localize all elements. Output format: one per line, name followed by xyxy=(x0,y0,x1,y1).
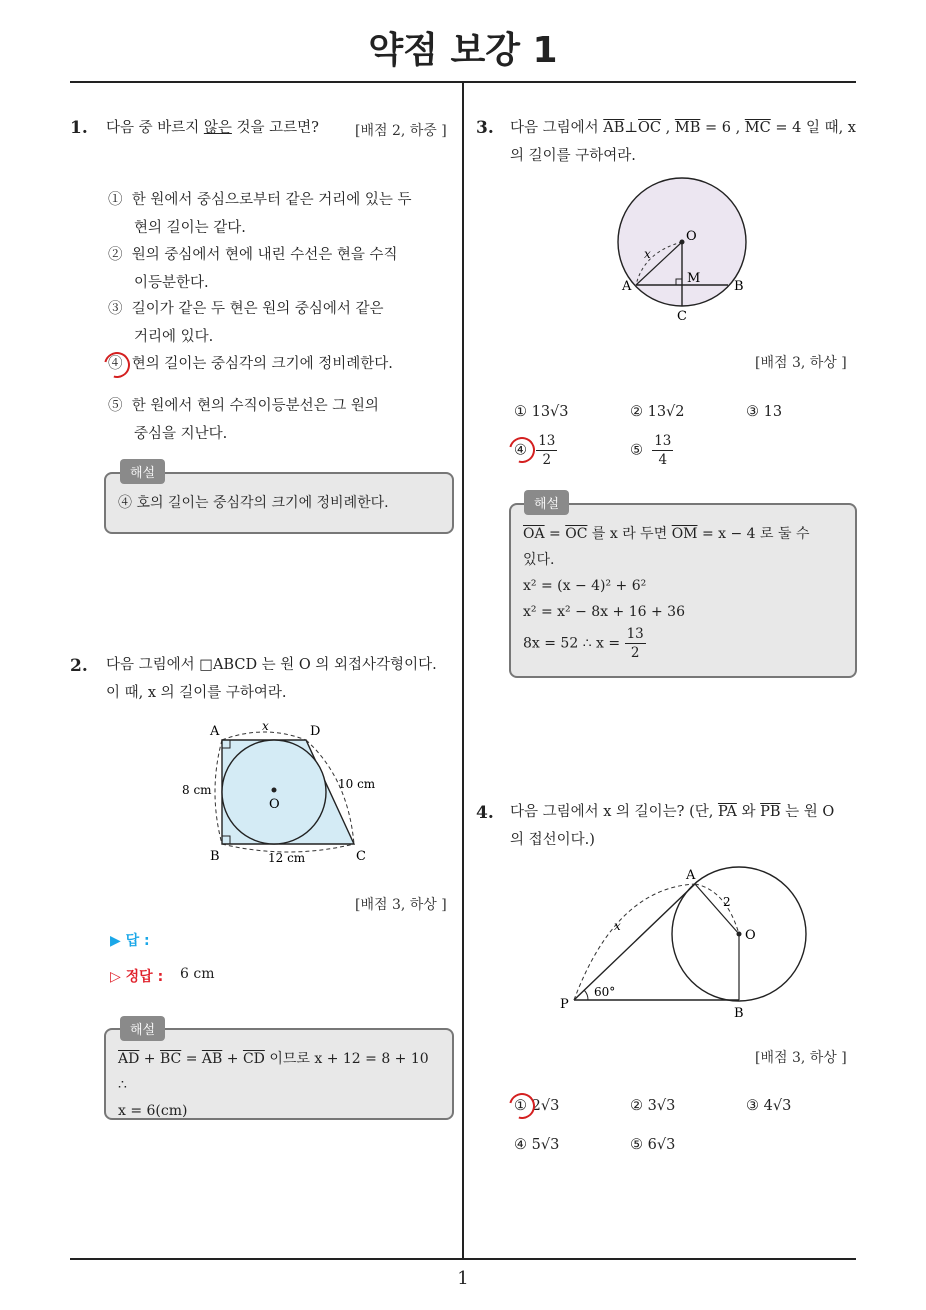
q4-figure xyxy=(556,862,826,1022)
q3-stem: 다음 그림에서 $\overline{AB}\perp\overline{OC}$ , $\overline{MB} = 6$ , $\overline{MC} = 4$ 일 때, x 의 길이를 구하여라. xyxy=(510,120,856,164)
q4-label-P: P xyxy=(560,997,569,1012)
q2-answer-input[interactable] xyxy=(178,928,438,950)
q2-answer-label: ▶ 답 : xyxy=(110,933,150,949)
q3-option-5[interactable]: ⑤ $\frac{13}{4}$ xyxy=(630,433,672,468)
q4-option-5[interactable]: ⑤ 6√3 xyxy=(630,1137,676,1153)
q2-label-bottom: 12 cm xyxy=(268,851,306,865)
q2-label-right: 10 cm xyxy=(338,777,376,791)
q1-option-1[interactable]: ① 한 원에서 중심으로부터 같은 거리에 있는 두 현의 길이는 같다. xyxy=(108,192,412,236)
q1-explanation-box: ④ 호의 길이는 중심각의 크기에 정비례한다. xyxy=(104,472,454,534)
q4-number: 4. xyxy=(476,803,494,823)
q1-meta: [배점 2, 하중 ] xyxy=(355,123,447,139)
q4-label-O: O xyxy=(745,928,756,943)
q4-label-B: B xyxy=(734,1006,744,1021)
q1-stem: 다음 중 바르지 않은 것을 고르면? xyxy=(106,120,319,136)
page-title: 약점 보강 1 xyxy=(368,30,558,71)
q2-label-B: B xyxy=(210,849,220,864)
q3-label-C: C xyxy=(677,309,687,324)
q3-label-x: x xyxy=(644,247,651,261)
q4-label-x: x xyxy=(614,919,621,933)
q2-label-C: C xyxy=(356,849,366,864)
q3-figure xyxy=(604,172,764,332)
q4-stem: 다음 그림에서 x 의 길이는? (단, $\overline{PA}$ 와 $\overline{PB}$ 는 원 O 의 접선이다.) xyxy=(510,804,835,848)
q4-label-A: A xyxy=(686,868,696,883)
q2-correct-label: ▷ 정답 : xyxy=(110,969,164,985)
q3-label-A: A xyxy=(622,279,632,294)
q1-number: 1. xyxy=(70,118,88,138)
q3-label-M: M xyxy=(687,271,701,286)
q2-correct-value: 6 cm xyxy=(180,966,215,982)
q4-label-2: 2 xyxy=(723,895,731,909)
q3-number: 3. xyxy=(476,118,494,138)
q3-explanation-box: $\overline{OA} = \overline{OC}$ 를 x 라 두면 $\overline{OM} = x - 4$ 로 둘 수 있다. x² = (x − 4)² + 6² x² = x² − 8x + 16 + 36 8x = 52 ∴ x = $\frac{13}{2}$ xyxy=(509,503,857,678)
q3-option-2[interactable]: ② 13√2 xyxy=(630,404,685,420)
q3-label-O: O xyxy=(686,229,697,244)
q1-option-5[interactable]: ⑤ 한 원에서 현의 수직이등분선은 그 원의 중심을 지난다. xyxy=(108,398,379,442)
q2-stem: 다음 그림에서 □ABCD 는 원 O 의 외접사각형이다. 이 때, x 의 길이를 구하여라. xyxy=(106,657,437,701)
q2-explanation-box: $\overline{AD} + \overline{BC} = \overline{AB} + \overline{CD}$ 이므로 x + 12 = 8 + 10 ∴ x = 6(cm) xyxy=(104,1028,454,1120)
q1-option-2[interactable]: ② 원의 중심에서 현에 내린 수선은 현을 수직 이등분한다. xyxy=(108,247,398,291)
q4-meta: [배점 3, 하상 ] xyxy=(755,1050,847,1066)
q4-option-4[interactable]: ④ 5√3 xyxy=(514,1137,560,1153)
q3-label-B: B xyxy=(734,279,744,294)
q4-option-2[interactable]: ② 3√3 xyxy=(630,1098,676,1114)
column-divider xyxy=(462,83,464,1259)
q4-option-1[interactable]: ① 2√3 xyxy=(514,1098,560,1114)
q2-label-D: D xyxy=(310,724,321,739)
q1-option-3[interactable]: ③ 길이가 같은 두 현은 원의 중심에서 같은 거리에 있다. xyxy=(108,301,384,345)
q2-figure xyxy=(178,718,398,868)
q4-option-3[interactable]: ③ 4√3 xyxy=(746,1098,792,1114)
q4-label-angle: 60° xyxy=(594,985,616,999)
q2-number: 2. xyxy=(70,656,88,676)
q2-label-left: 8 cm xyxy=(182,783,212,797)
bottom-rule xyxy=(70,1258,856,1260)
q1-explanation-tag: 해설 xyxy=(120,459,165,484)
q3-explanation-tag: 해설 xyxy=(524,490,569,515)
q2-explanation-tag: 해설 xyxy=(120,1016,165,1041)
q2-label-A: A xyxy=(210,724,220,739)
q3-option-3[interactable]: ③ 13 xyxy=(746,404,783,420)
q2-meta: [배점 3, 하상 ] xyxy=(355,897,447,913)
page-number: 1 xyxy=(457,1268,469,1289)
q2-label-x: x xyxy=(262,719,269,733)
q3-option-4[interactable]: ④ $\frac{13}{2}$ xyxy=(514,433,556,468)
q2-label-O: O xyxy=(269,797,280,812)
q1-option-4[interactable]: ④ 현의 길이는 중심각의 크기에 정비례한다. xyxy=(108,356,393,372)
q3-meta: [배점 3, 하상 ] xyxy=(755,355,847,371)
q3-option-1[interactable]: ① 13√3 xyxy=(514,404,569,420)
